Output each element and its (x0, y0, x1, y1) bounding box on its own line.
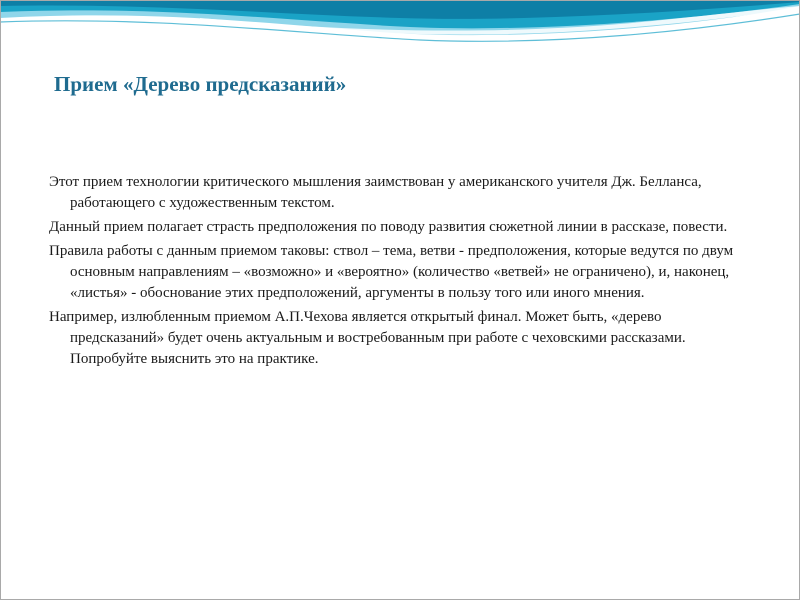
paragraph: Данный прием полагает страсть предположения по поводу развития сюжетной линии в рассказе, повести. (49, 219, 728, 235)
slide-body (49, 172, 739, 373)
paragraph: Этот прием технологии критического мышления заимствован у американского учителя Дж. Белланса, работающего с художественным текстом. (49, 174, 702, 211)
paragraph: Правила работы с данным приемом таковы: ствол – тема, ветви - предположения, которые ведутся по двум основным направлениям – «возможно» и «вероятно» (количество «ветвей» не ограничено), и, наконец, «листья» - обоснование этих предположений, аргументы в пользу того или иного мнения. (49, 243, 734, 301)
paragraph: Например, излюбленным приемом А.П.Чехова является открытый финал. Может быть, «дерево предсказаний» будет очень актуальным и востребованным при работе с чеховскими рассказами. Попробуйте выяснить это на практике. (49, 309, 686, 367)
slide-title: Прием «Дерево предсказаний» (54, 72, 347, 96)
